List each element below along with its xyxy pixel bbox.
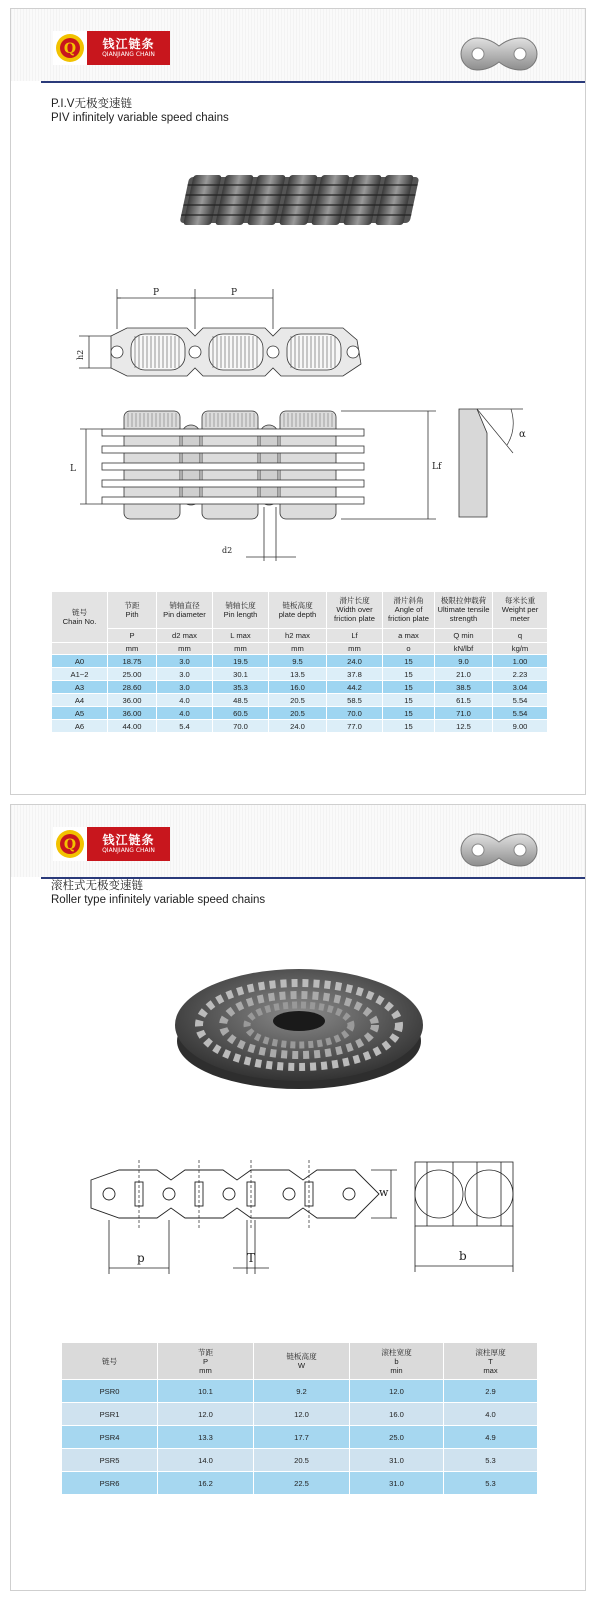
table-cell: 3.04 xyxy=(493,681,548,694)
table-cell: 16.0 xyxy=(269,681,327,694)
chain-no-cell: A3 xyxy=(52,681,108,694)
label-p: p xyxy=(137,1251,145,1265)
unit-cell: kg/m xyxy=(493,643,548,655)
chain-no-cell: A0 xyxy=(52,655,108,668)
table-cell: 38.5 xyxy=(435,681,493,694)
table-row xyxy=(62,1380,538,1403)
table-cell: 15 xyxy=(383,655,435,668)
table-row xyxy=(52,655,548,668)
table-cell: 30.1 xyxy=(213,668,269,681)
table-cell: 22.5 xyxy=(254,1472,350,1495)
col-head-plate-height: 链板高度 W xyxy=(254,1343,350,1380)
label-d2: d2 xyxy=(222,546,233,555)
table-cell: 15 xyxy=(383,681,435,694)
table-cell: 37.8 xyxy=(327,668,383,681)
col-head-pitch: 节距 Pith xyxy=(108,592,157,629)
table-cell: 3.0 xyxy=(157,655,213,668)
chain-link-icon xyxy=(459,830,539,870)
table-cell: 4.0 xyxy=(444,1403,538,1426)
chain-no-cell: PSR5 xyxy=(62,1449,158,1472)
table-cell: 18.75 xyxy=(108,655,157,668)
col-head-chain-no: 链号 Chain No. xyxy=(52,592,108,643)
sym-cell: L max xyxy=(213,628,269,642)
table-row xyxy=(62,1472,538,1495)
chain-no-cell: A6 xyxy=(52,720,108,733)
brand-name-en: QIANJIANG CHAIN xyxy=(102,847,155,854)
table-cell: 36.00 xyxy=(108,707,157,720)
roller-dimension-drawing xyxy=(61,1150,531,1300)
logo-mark-icon xyxy=(53,827,87,861)
table-cell: 35.3 xyxy=(213,681,269,694)
table-cell: 20.5 xyxy=(254,1449,350,1472)
table-cell: 20.5 xyxy=(269,707,327,720)
logo-letter: Q xyxy=(63,41,77,57)
sym-cell: a max xyxy=(383,628,435,642)
table-cell: 15 xyxy=(383,668,435,681)
table-cell: 60.5 xyxy=(213,707,269,720)
chain-no-cell: A4 xyxy=(52,694,108,707)
table-cell: 2.23 xyxy=(493,668,548,681)
table-cell: 3.0 xyxy=(157,668,213,681)
chain-no-cell: PSR6 xyxy=(62,1472,158,1495)
chain-link-icon xyxy=(459,34,539,74)
label-T: T xyxy=(247,1251,256,1265)
label-p1: P xyxy=(153,288,160,298)
table-cell: 9.00 xyxy=(493,720,548,733)
table-cell: 25.00 xyxy=(108,668,157,681)
table-cell: 70.0 xyxy=(327,707,383,720)
page-header xyxy=(11,805,585,877)
sym-cell: d2 max xyxy=(157,628,213,642)
table-cell: 12.0 xyxy=(350,1380,444,1403)
table-cell: 70.0 xyxy=(213,720,269,733)
col-head-friction-width: 滑片长度 Width over friction plate xyxy=(327,592,383,629)
table-cell: 1.00 xyxy=(493,655,548,668)
col-head-weight: 每米长重 Weight per meter xyxy=(493,592,548,629)
table-cell: 19.5 xyxy=(213,655,269,668)
sym-cell: h2 max xyxy=(269,628,327,642)
unit-cell: mm xyxy=(108,643,157,655)
title-en: PIV infinitely variable speed chains xyxy=(51,112,229,124)
table-cell: 4.9 xyxy=(444,1426,538,1449)
table-cell: 44.00 xyxy=(108,720,157,733)
table-cell: 58.5 xyxy=(327,694,383,707)
chain-no-cell: PSR0 xyxy=(62,1380,158,1403)
brand-logo xyxy=(53,827,170,861)
roller-spec-table xyxy=(61,1342,538,1495)
table-cell: 5.3 xyxy=(444,1449,538,1472)
table-cell: 21.0 xyxy=(435,668,493,681)
table-cell: 15 xyxy=(383,720,435,733)
table-cell: 12.0 xyxy=(254,1403,350,1426)
roller-chain-photo xyxy=(171,955,431,1095)
table-cell: 24.0 xyxy=(269,720,327,733)
unit-cell: mm xyxy=(269,643,327,655)
table-cell: 4.0 xyxy=(157,707,213,720)
table-cell: 5.3 xyxy=(444,1472,538,1495)
unit-cell: kN/lbf xyxy=(435,643,493,655)
label-Lf: Lf xyxy=(432,462,442,472)
sym-cell: Q min xyxy=(435,628,493,642)
chain-no-cell: A5 xyxy=(52,707,108,720)
piv-spec-table xyxy=(51,591,548,733)
table-cell: 48.5 xyxy=(213,694,269,707)
table-row xyxy=(62,1449,538,1472)
piv-top-view-drawing xyxy=(66,407,446,567)
col-head-tensile: 极限拉伸载荷 Ultimate tensile strength xyxy=(435,592,493,629)
table-row xyxy=(52,694,548,707)
unit-cell xyxy=(52,643,108,655)
unit-cell: o xyxy=(383,643,435,655)
brand-name-en: QIANJIANG CHAIN xyxy=(102,51,155,58)
col-head-friction-angle: 滑片斜角 Angle of friction plate xyxy=(383,592,435,629)
chain-no-cell: PSR1 xyxy=(62,1403,158,1426)
table-cell: 14.0 xyxy=(158,1449,254,1472)
chain-no-cell: A1~2 xyxy=(52,668,108,681)
logo-letter: Q xyxy=(63,837,77,853)
table-row xyxy=(52,668,548,681)
page-header xyxy=(11,9,585,81)
table-cell: 31.0 xyxy=(350,1449,444,1472)
table-cell: 31.0 xyxy=(350,1472,444,1495)
table-row xyxy=(52,720,548,733)
label-b: b xyxy=(459,1249,467,1263)
col-head-roller-thickness: 滚柱厚度 T max xyxy=(444,1343,538,1380)
table-cell: 44.2 xyxy=(327,681,383,694)
col-head-pitch: 节距 P mm xyxy=(158,1343,254,1380)
title-en: Roller type infinitely variable speed chains xyxy=(51,894,266,906)
sym-cell: q xyxy=(493,628,548,642)
unit-cell: mm xyxy=(327,643,383,655)
label-p2: P xyxy=(231,288,238,298)
section-title xyxy=(51,97,229,125)
brand-logo xyxy=(53,31,170,65)
table-row xyxy=(52,681,548,694)
sym-cell: P xyxy=(108,628,157,642)
table-cell: 71.0 xyxy=(435,707,493,720)
table-row xyxy=(62,1426,538,1449)
col-head-pin-length: 销轴长度 Pin length xyxy=(213,592,269,629)
header-rule xyxy=(41,81,585,83)
label-alpha: α xyxy=(519,429,526,440)
table-cell: 25.0 xyxy=(350,1426,444,1449)
table-row xyxy=(52,707,548,720)
col-head-chain-no: 链号 xyxy=(62,1343,158,1380)
table-cell: 20.5 xyxy=(269,694,327,707)
table-cell: 28.60 xyxy=(108,681,157,694)
table-cell: 9.2 xyxy=(254,1380,350,1403)
unit-cell: mm xyxy=(213,643,269,655)
table-cell: 10.1 xyxy=(158,1380,254,1403)
table-cell: 16.2 xyxy=(158,1472,254,1495)
logo-mark-icon xyxy=(53,31,87,65)
table-cell: 15 xyxy=(383,694,435,707)
table-cell: 9.0 xyxy=(435,655,493,668)
brand-name-cn: 钱江链条 xyxy=(102,833,155,847)
col-head-plate-depth: 链板高度 plate depth xyxy=(269,592,327,629)
table-cell: 77.0 xyxy=(327,720,383,733)
chain-no-cell: PSR4 xyxy=(62,1426,158,1449)
title-cn: P.I.V无极变速链 xyxy=(51,98,132,110)
piv-side-view-drawing xyxy=(71,284,371,384)
logo-text xyxy=(87,827,170,861)
table-row xyxy=(62,1403,538,1426)
col-head-pin-diameter: 销轴直径 Pin diameter xyxy=(157,592,213,629)
table-cell: 12.0 xyxy=(158,1403,254,1426)
table-cell: 13.3 xyxy=(158,1426,254,1449)
section-title xyxy=(51,879,265,907)
table-cell: 61.5 xyxy=(435,694,493,707)
table-cell: 13.5 xyxy=(269,668,327,681)
label-h2: h2 xyxy=(76,349,85,360)
table-cell: 16.0 xyxy=(350,1403,444,1426)
table-cell: 3.0 xyxy=(157,681,213,694)
brand-name-cn: 钱江链条 xyxy=(102,37,155,51)
table-cell: 4.0 xyxy=(157,694,213,707)
table-cell: 9.5 xyxy=(269,655,327,668)
friction-plate-angle-drawing xyxy=(451,399,541,529)
catalog-page-piv xyxy=(10,8,586,795)
unit-cell: mm xyxy=(157,643,213,655)
table-cell: 15 xyxy=(383,707,435,720)
label-w: w xyxy=(379,1186,389,1199)
col-head-roller-width: 滚柱宽度 b min xyxy=(350,1343,444,1380)
logo-text xyxy=(87,31,170,65)
label-L: L xyxy=(70,464,76,474)
table-cell: 5.4 xyxy=(157,720,213,733)
table-cell: 17.7 xyxy=(254,1426,350,1449)
table-cell: 12.5 xyxy=(435,720,493,733)
table-cell: 5.54 xyxy=(493,707,548,720)
sym-cell: Lf xyxy=(327,628,383,642)
piv-chain-photo xyxy=(171,169,431,239)
title-cn: 滚柱式无极变速链 xyxy=(51,880,143,892)
table-cell: 24.0 xyxy=(327,655,383,668)
table-cell: 5.54 xyxy=(493,694,548,707)
catalog-page-roller xyxy=(10,804,586,1591)
table-cell: 36.00 xyxy=(108,694,157,707)
table-cell: 2.9 xyxy=(444,1380,538,1403)
